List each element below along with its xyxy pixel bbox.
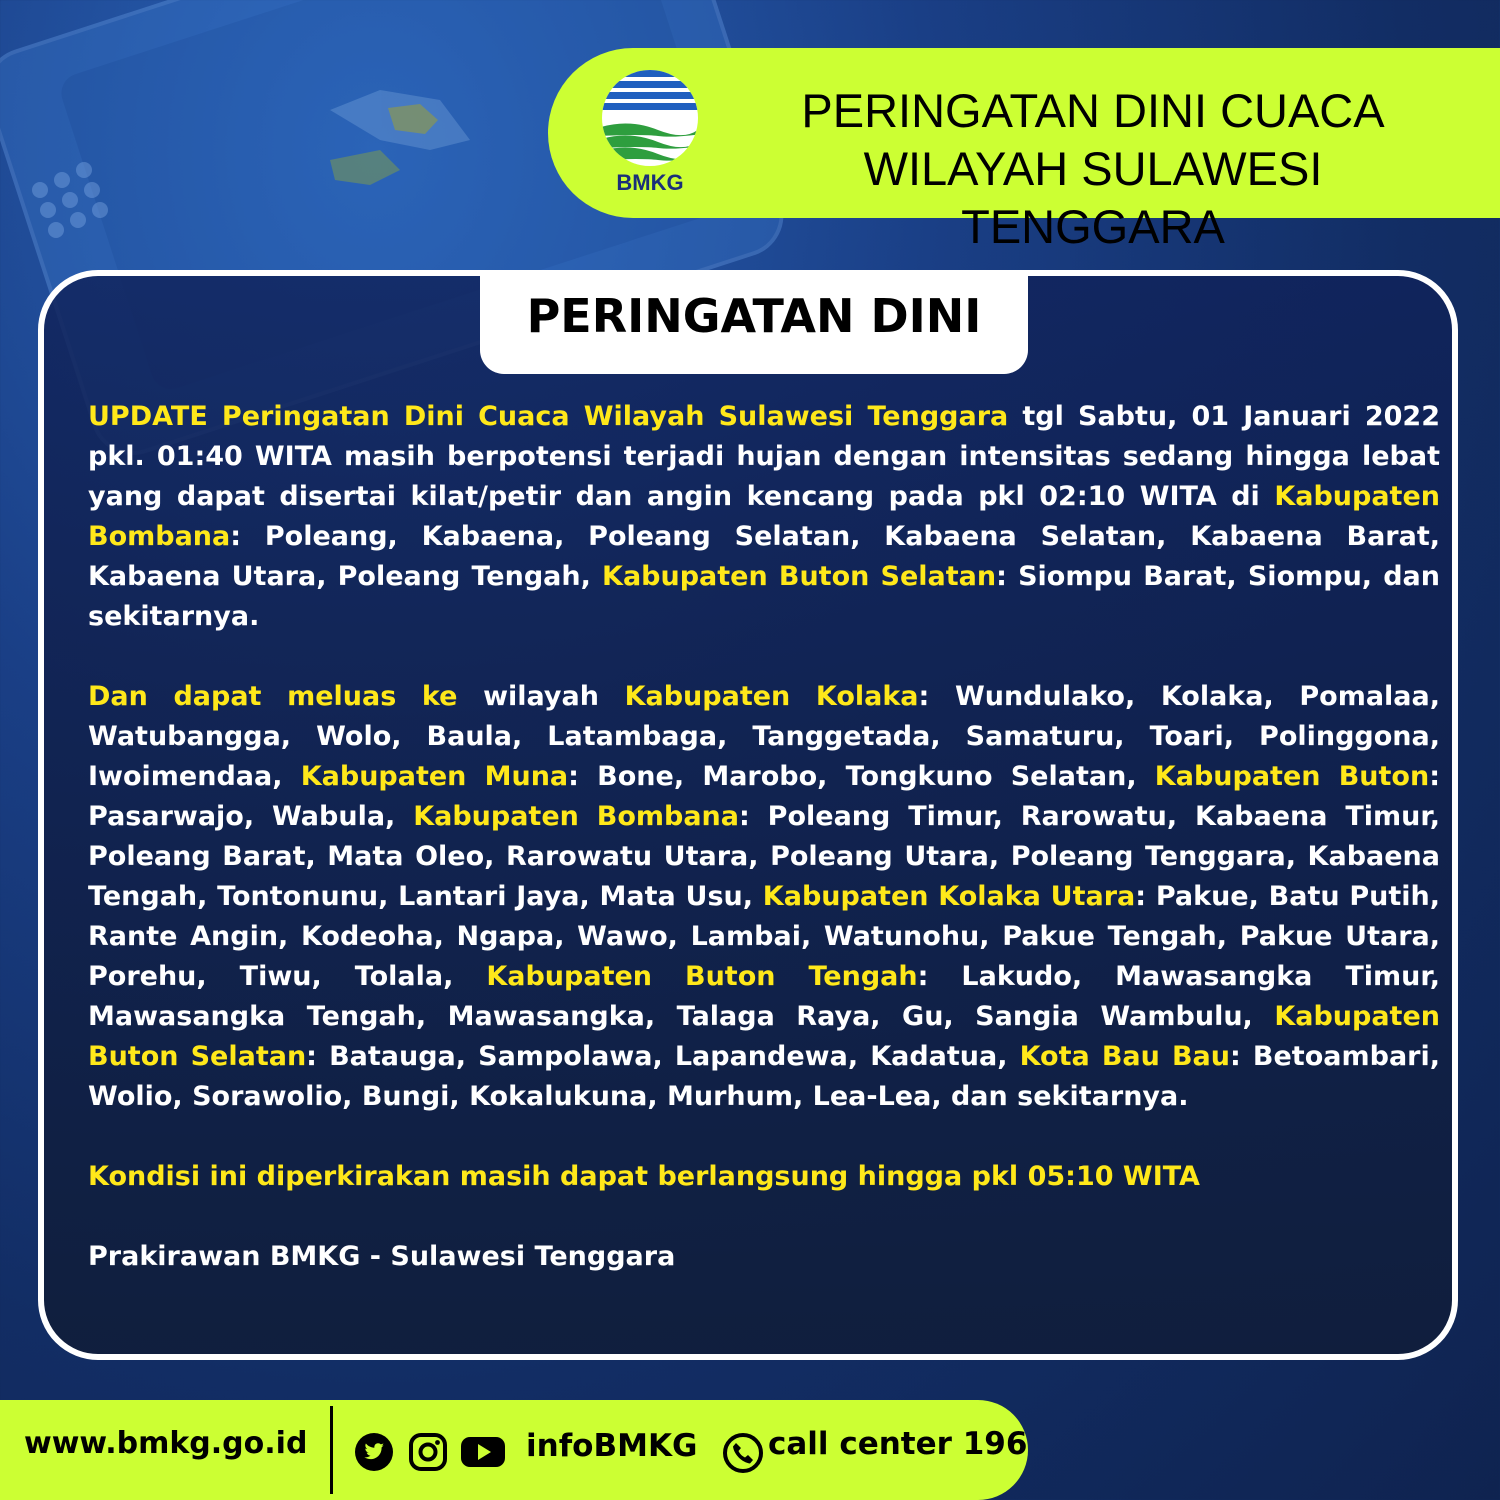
bmkg-logo [598,66,702,196]
highlight-text: UPDATE Peringatan Dini Cuaca Wilayah Sulawesi Tenggara [88,401,1009,432]
footer-bar [0,1400,1028,1500]
highlight-text: Kota Bau Bau [1019,1041,1230,1072]
highlight-text: Dan dapat meluas ke [88,681,458,712]
paragraph-duration: Kondisi ini diperkirakan masih dapat berlangsung hingga pkl 05:10 WITA [88,1161,1200,1192]
body-text: : Lakudo, Mawasangka Timur, Mawasangka Tengah, Mawasangka, Talaga Raya, Gu, Sangia Wambulu, [88,961,1441,1032]
body-text: : Poleang, Kabaena, Poleang Selatan, Kabaena Selatan, Kabaena Barat, Kabaena Utara, Poleang Tengah, [88,521,1440,592]
website-link[interactable]: www.bmkg.go.id [24,1426,308,1461]
highlight-text: Kabupaten Buton Tengah [486,961,918,992]
body-text: : Poleang Timur, Rarowatu, Kabaena Timur, Poleang Barat, Mata Oleo, Rarowatu Utara, Poleang Utara, Poleang Tenggara, Kabaena Tengah, Tontonunu, Lantari Jaya, Mata Usu, [88,801,1440,912]
signature: Prakirawan BMKG - Sulawesi Tenggara [88,1241,676,1272]
highlight-text: Kabupaten Buton [1154,761,1430,792]
highlight-text: Kabupaten Muna [300,761,569,792]
warning-content [88,397,1440,1277]
body-text: tgl Sabtu, 01 Januari 2022 pkl. 01:40 WITA masih berpotensi terjadi hujan dengan intensitas sedang hingga lebat yang dapat disertai kilat/petir dan angin kencang pada pkl 02:10 WITA di [88,401,1440,512]
header-title-line2: WILAYAH SULAWESI TENGGARA [863,142,1323,253]
highlight-text: Kabupaten Bombana [88,481,1440,552]
body-text: : Bone, Marobo, Tongkuno Selatan, [568,761,1155,792]
header-title [728,82,1458,256]
body-text: : Batauga, Sampolawa, Lapandewa, Kadatua, [306,1041,1020,1072]
body-text: : Pakue, Batu Putih, Rante Angin, Kodeoha, Ngapa, Wawo, Lambai, Watunohu, Pakue Tengah, Pakue Utara, Porehu, Tiwu, Tolala, [88,881,1440,992]
body-text: : Pasarwajo, Wabula, [88,761,1440,832]
paragraph-update [88,397,1440,637]
highlight-text: Kabupaten Bombana [413,801,739,832]
highlight-text: Kabupaten Kolaka Utara [762,881,1136,912]
paragraph-extension [88,677,1440,1117]
highlight-text: Kabupaten Kolaka [624,681,919,712]
twitter-icon[interactable] [354,1432,394,1472]
card-title: PERINGATAN DINI [480,270,1028,374]
highlight-text: Kabupaten Buton Selatan [88,1001,1440,1072]
highlight-text: Kabupaten Buton Selatan [602,561,997,592]
header-banner [548,48,1500,253]
call-center[interactable]: call center 196 [768,1426,1028,1462]
logo-text: BMKG [616,170,684,195]
youtube-icon[interactable] [460,1432,506,1472]
header-title-line1: PERINGATAN DINI CUACA [801,84,1385,137]
social-handle[interactable]: infoBMKG [526,1428,698,1464]
bmkg-logo-icon [598,66,702,170]
body-text: : Wundulako, Kolaka, Pomalaa, Watubangga, Wolo, Baula, Latambaga, Tanggetada, Samaturu, Toari, Polinggona, Iwoimendaa, [88,681,1441,792]
footer-divider [330,1406,333,1494]
instagram-icon[interactable] [408,1432,448,1472]
body-text: : Betoambari, Wolio, Sorawolio, Bungi, Kokalukuna, Murhum, Lea-Lea, dan sekitarnya. [88,1041,1440,1112]
phone-icon [722,1432,764,1474]
body-text: : Siompu Barat, Siompu, dan sekitarnya. [88,561,1440,632]
body-text: wilayah [457,681,625,712]
